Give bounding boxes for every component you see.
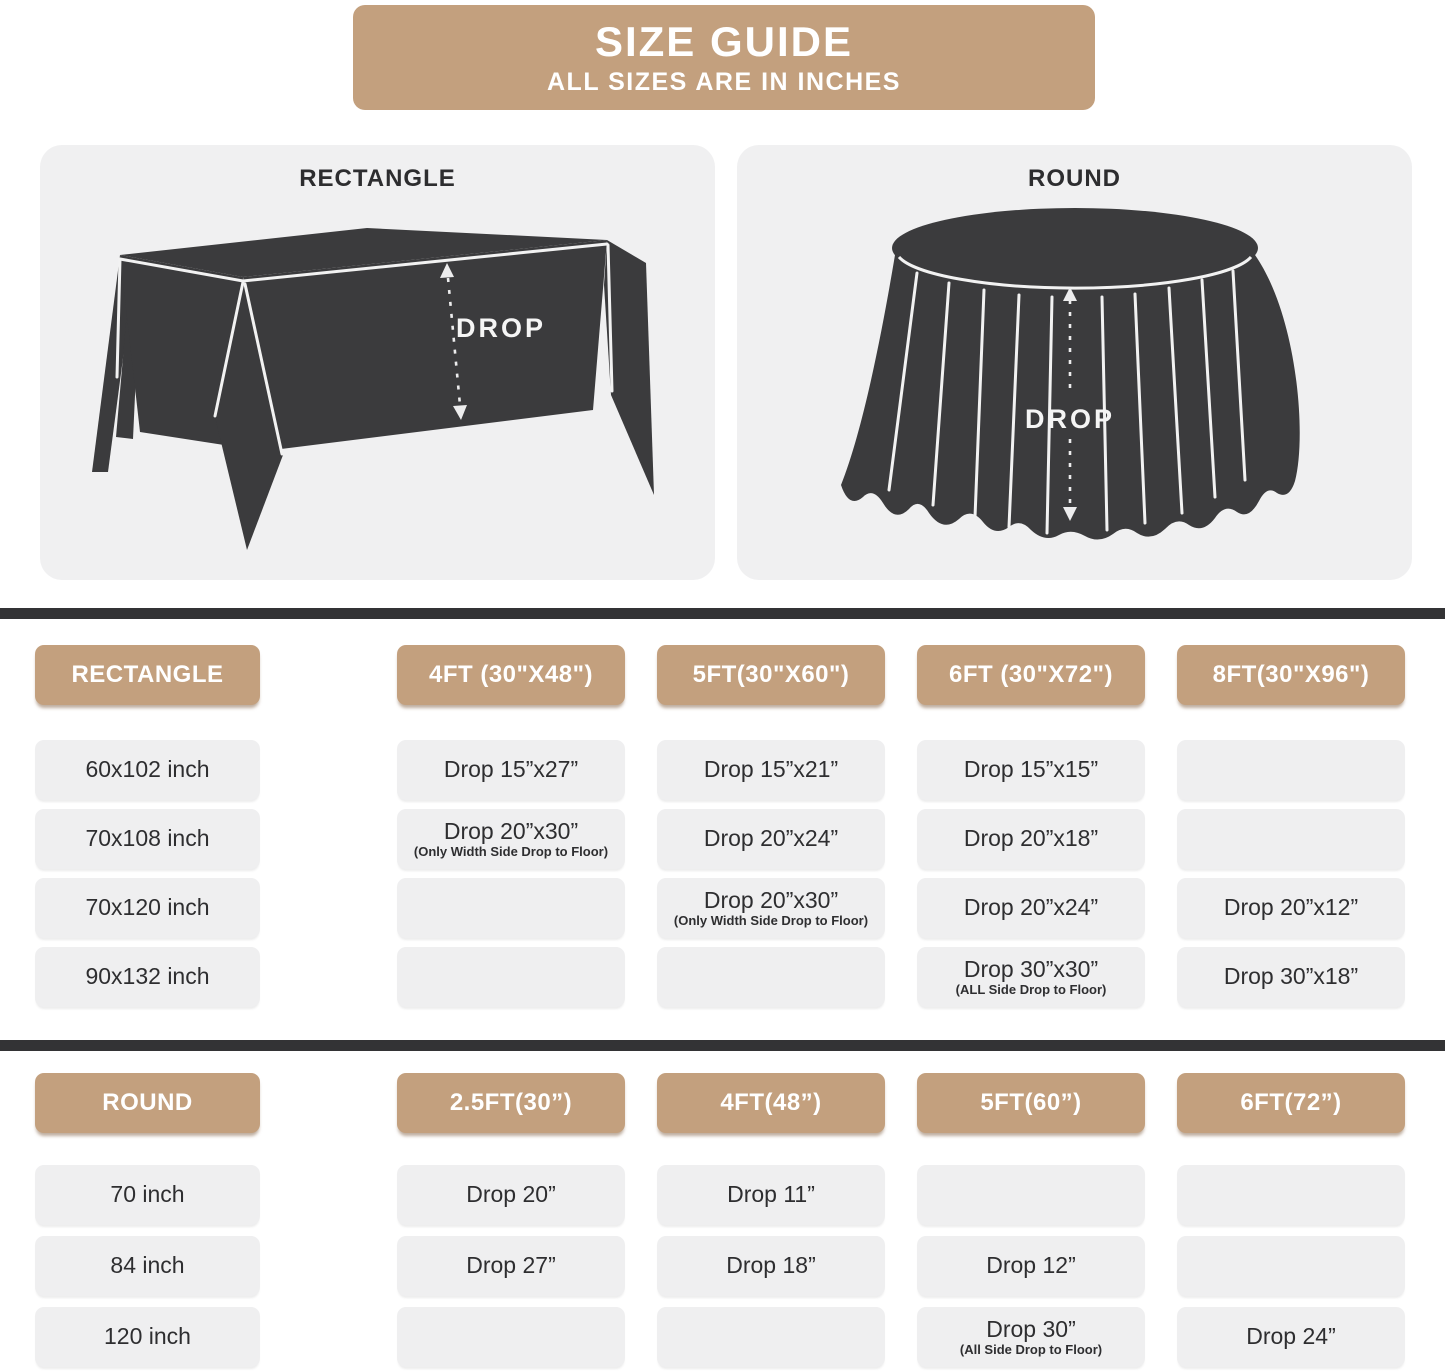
row-label: 90x132 inch xyxy=(35,947,260,1007)
table-cell: Drop 30”x18” xyxy=(1177,947,1405,1007)
row-label: 84 inch xyxy=(35,1236,260,1296)
table-cell-empty xyxy=(1177,740,1405,800)
table-cell: Drop 18” xyxy=(657,1236,885,1296)
round-col-header-2-5ft: 2.5FT(30”) xyxy=(397,1073,625,1133)
table-cell-empty xyxy=(657,947,885,1007)
table-cell-empty xyxy=(397,1307,625,1367)
table-cell-empty xyxy=(1177,1165,1405,1225)
section-divider xyxy=(0,1040,1445,1051)
rectangle-size-table xyxy=(35,645,1405,1007)
cell-note: (Only Width Side Drop to Floor) xyxy=(413,844,609,859)
cell-note: (Only Width Side Drop to Floor) xyxy=(673,913,869,928)
round-size-table xyxy=(35,1073,1405,1367)
table-cell-empty xyxy=(917,1165,1145,1225)
page-subtitle: ALL SIZES ARE IN INCHES xyxy=(547,67,901,96)
table-cell: Drop 20”x30” (Only Width Side Drop to Floor) xyxy=(397,809,625,869)
cloth-front-face xyxy=(243,240,607,450)
page-title: SIZE GUIDE xyxy=(594,17,854,65)
round-col-header-4ft: 4FT(48”) xyxy=(657,1073,885,1133)
round-table-title: ROUND xyxy=(35,1073,260,1133)
table-cell: Drop 30” (All Side Drop to Floor) xyxy=(917,1307,1145,1367)
round-illustration-panel xyxy=(737,145,1412,580)
rectangle-tablecloth-illustration xyxy=(40,145,715,580)
row-label: 70x108 inch xyxy=(35,809,260,869)
table-cell: Drop 15”x27” xyxy=(397,740,625,800)
table-cell: Drop 20”x24” xyxy=(917,878,1145,938)
round-col-header-6ft: 6FT(72”) xyxy=(1177,1073,1405,1133)
table-cell: Drop 27” xyxy=(397,1236,625,1296)
table-cell: Drop 30”x30” (ALL Side Drop to Floor) xyxy=(917,947,1145,1007)
rectangle-panel-title: RECTANGLE xyxy=(299,165,456,192)
table-cell: Drop 15”x15” xyxy=(917,740,1145,800)
row-label: 60x102 inch xyxy=(35,740,260,800)
table-cell: Drop 20”x12” xyxy=(1177,878,1405,938)
table-cell: Drop 20” xyxy=(397,1165,625,1225)
section-divider xyxy=(0,608,1445,619)
rect-col-header-8ft: 8FT(30"X96") xyxy=(1177,645,1405,705)
rect-col-header-5ft: 5FT(30"X60") xyxy=(657,645,885,705)
table-cell-empty xyxy=(657,1307,885,1367)
table-cell: Drop 20”x30” (Only Width Side Drop to Floor) xyxy=(657,878,885,938)
rect-col-header-6ft: 6FT (30"X72") xyxy=(917,645,1145,705)
table-cell: Drop 20”x18” xyxy=(917,809,1145,869)
table-cell: Drop 12” xyxy=(917,1236,1145,1296)
row-label: 70x120 inch xyxy=(35,878,260,938)
round-tablecloth-illustration xyxy=(737,145,1412,580)
round-drop-label: DROP xyxy=(1024,404,1116,434)
table-cell-empty xyxy=(1177,809,1405,869)
table-cell-empty xyxy=(397,878,625,938)
table-cell: Drop 20”x24” xyxy=(657,809,885,869)
rectangle-drop-label: DROP xyxy=(455,313,547,343)
size-guide-banner xyxy=(353,5,1095,110)
row-label: 70 inch xyxy=(35,1165,260,1225)
rect-col-header-4ft: 4FT (30"X48") xyxy=(397,645,625,705)
cell-note: (ALL Side Drop to Floor) xyxy=(955,982,1107,997)
rectangle-illustration-panel xyxy=(40,145,715,580)
row-label: 120 inch xyxy=(35,1307,260,1367)
table-cell-empty xyxy=(1177,1236,1405,1296)
table-cell: Drop 11” xyxy=(657,1165,885,1225)
round-col-header-5ft: 5FT(60”) xyxy=(917,1073,1145,1133)
table-cell: Drop 15”x21” xyxy=(657,740,885,800)
rect-table-title: RECTANGLE xyxy=(35,645,260,705)
round-panel-title: ROUND xyxy=(1028,165,1121,192)
cell-note: (All Side Drop to Floor) xyxy=(959,1342,1103,1357)
table-cell: Drop 24” xyxy=(1177,1307,1405,1367)
table-cell-empty xyxy=(397,947,625,1007)
